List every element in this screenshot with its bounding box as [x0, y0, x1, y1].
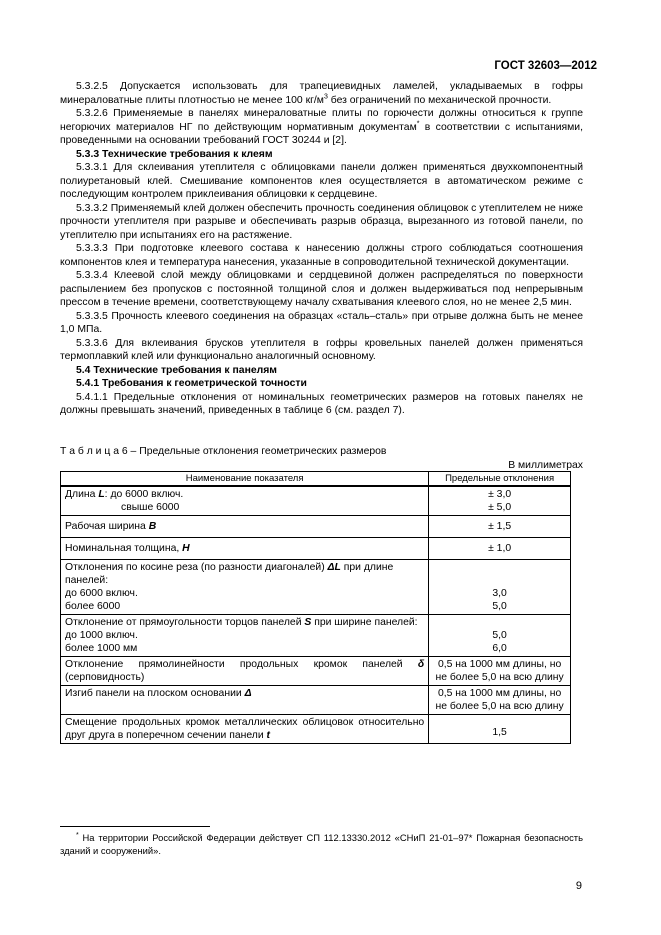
symbol: L	[98, 489, 105, 500]
footnote	[60, 832, 583, 857]
label-text: более 6000	[65, 601, 121, 612]
table-row	[61, 486, 571, 516]
value: 5,0	[492, 630, 507, 641]
paragraph-5-3-3-3: 5.3.3.3 При подготовке клеевого состава к нанесению должны строго соблюдаться соотношения компонентов клея и температура нанесения, указанные в сопроводительной технической документации.	[60, 243, 583, 268]
row-label	[61, 560, 429, 615]
superscript: 3	[323, 93, 328, 101]
paragraph-5-3-2-6	[60, 107, 583, 148]
label-text: Номинальная толщина,	[65, 543, 183, 554]
row-label	[61, 538, 429, 560]
symbol: ΔL	[327, 562, 341, 573]
page-number: 9	[575, 880, 582, 892]
table-caption-prefix: Т а б л и ц а 6	[60, 446, 128, 457]
label-text: свыше 6000	[121, 502, 180, 513]
row-value: 1,5	[429, 715, 571, 744]
row-label	[61, 615, 429, 657]
label-text: до 6000 включ.	[65, 588, 138, 599]
row-value: 0,5 на 1000 мм длины, но не более 5,0 на всю длину	[429, 686, 571, 715]
heading-5-3-3: 5.3.3 Технические требования к клеям	[76, 148, 273, 160]
paragraph-text-tail: без ограничений по механической прочности.	[327, 94, 552, 106]
row-label	[61, 486, 429, 516]
paragraph-text-tail: в соответствии с испытаниями, проведенными на основании требований ГОСТ 30244 и [2].	[60, 121, 583, 146]
label-text: Рабочая ширина	[65, 521, 149, 532]
heading-5-4-1: 5.4.1 Требования к геометрической точности	[76, 378, 307, 389]
body-text	[60, 80, 583, 418]
symbol: B	[148, 521, 157, 532]
paragraph-5-3-3-4: 5.3.3.4 Клеевой слой между облицовками и сердцевиной должен распределяться по поверхности распылением без пропусков с постоянной толщиной слоя и должен выдерживаться под непрерывным прессом в течение времени, соответствующему началу схватывания клеевого слоя, но не менее 2,5 мин.	[60, 270, 583, 308]
table-row	[61, 686, 571, 715]
label-text: Длина	[65, 489, 99, 500]
symbol: S	[304, 617, 312, 628]
table-row	[61, 516, 571, 538]
footnote-text: На территории Российской Федерации действует СП 112.13330.2012 «СНиП 21-01–97* Пожарная безопасность зданий и сооружений».	[60, 832, 583, 856]
row-value: 0,5 на 1000 мм длины, но не более 5,0 на всю длину	[429, 657, 571, 686]
label-text: при длине панелей:	[65, 562, 394, 586]
paragraph-5-3-3-5: 5.3.3.5 Прочность клеевого соединения на образцах «сталь–сталь» при отрыве должна быть не менее 1,0 МПа.	[60, 310, 583, 335]
paragraph-5-3-3-1: 5.3.3.1 Для склеивания утеплителя с облицовками панели должен применяться двухкомпонентный полиуретановый клей. Смешивание компонентов клея осуществляется в автоматическом режиме с последующим контролем приклеивания облицовки к сердцевине.	[60, 162, 583, 200]
paragraph-5-3-3-2: 5.3.3.2 Применяемый клей должен обеспечить прочность соединения облицовок с утеплителем не ниже прочности утеплителя при разрыве и обеспечивать разрыв образца, вырезанного из готовой панели, по утеплителю при испытаниях его на растяжение.	[60, 202, 583, 241]
row-value: ± 1,5	[429, 516, 571, 538]
label-text: (серповидность)	[65, 672, 145, 683]
label-text: Изгиб панели на плоском основании	[65, 688, 245, 699]
table-caption-text: – Предельные отклонения геометрических размеров	[127, 446, 387, 457]
symbol: Δ	[244, 688, 252, 699]
row-value: ± 1,0	[429, 538, 571, 560]
label-text: Отклонение от прямоугольности торцов панелей	[65, 617, 305, 628]
paragraph-text: 5.3.2.6 Применяемые в панелях минераловатные плиты по горючести должны относиться к группе негорючих материалов НГ по действующим нормативным документам	[60, 108, 583, 133]
table-row	[61, 615, 571, 657]
label-text: Смещение продольных кромок металлических облицовок относительно друг друга в поперечном сечении панели	[65, 717, 425, 741]
table-unit: В миллиметрах	[508, 460, 583, 471]
table-row	[61, 560, 571, 615]
paragraph-5-3-3-6: 5.3.3.6 Для вклеивания брусков утеплителя в гофры кровельных панелей должен применяться термоплавкий клей или функционально аналогичный основному.	[60, 337, 583, 362]
value: 5,0	[492, 601, 507, 612]
row-label	[61, 516, 429, 538]
label-text: Отклонения по косине реза (по разности диагоналей)	[65, 562, 328, 573]
document-code-header: ГОСТ 32603—2012	[494, 60, 597, 72]
paragraph-text: 5.3.2.5 Допускается использовать для трапециевидных ламелей, укладываемых в гофры минераловатные плиты плотностью не менее 100 кг/м	[60, 81, 583, 106]
value: ± 5,0	[488, 502, 512, 513]
row-value	[429, 560, 571, 615]
column-header-indicator: Наименование показателя	[61, 472, 429, 487]
footnote-divider	[60, 826, 210, 827]
heading-5-4: 5.4 Технические требования к панелям	[76, 364, 277, 376]
label-text: до 1000 включ.	[65, 630, 138, 641]
row-value	[429, 615, 571, 657]
value: ± 3,0	[488, 489, 512, 500]
column-header-deviation: Предельные отклонения	[429, 472, 571, 487]
symbol: H	[182, 543, 190, 554]
footnote-mark: *	[416, 120, 420, 128]
table-caption	[60, 446, 386, 457]
paragraph-5-3-2-5	[60, 80, 583, 107]
label-text: при ширине панелей:	[311, 617, 418, 628]
symbol: δ	[417, 659, 425, 670]
footnote-mark: *	[76, 831, 79, 839]
row-label	[61, 686, 429, 715]
row-label	[61, 657, 429, 686]
value: 3,0	[492, 588, 507, 599]
label-text: : до 6000 включ.	[104, 489, 184, 500]
deviation-table	[60, 471, 571, 744]
label-text: Отклонение прямолинейности продольных кромок панелей	[65, 659, 418, 670]
table-row	[61, 657, 571, 686]
row-value	[429, 486, 571, 516]
table-row	[61, 538, 571, 560]
symbol: t	[266, 730, 270, 741]
row-label	[61, 715, 429, 744]
value: 6,0	[492, 643, 507, 654]
paragraph-5-4-1-1: 5.4.1.1 Предельные отклонения от номинальных геометрических размеров на готовых панелях не должны превышать значений, приведенных в таблице 6 (см. раздел 7).	[60, 391, 583, 416]
label-text: более 1000 мм	[65, 643, 138, 654]
table-header-row	[61, 472, 571, 487]
table-row	[61, 715, 571, 744]
